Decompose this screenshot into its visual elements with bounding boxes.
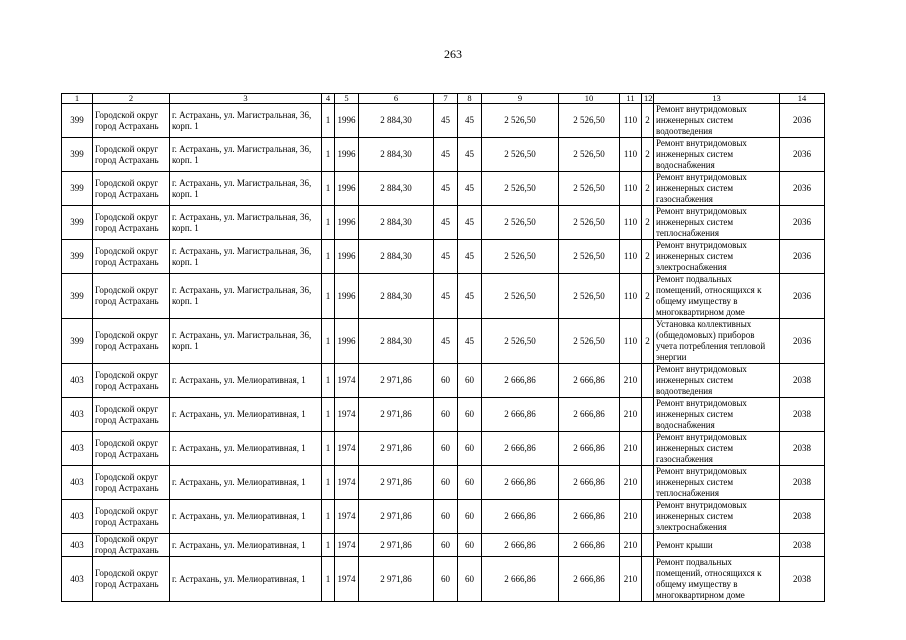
table-cell: 1974 bbox=[335, 534, 359, 557]
table-cell: Ремонт подвальных помещений, относящихся к общему имуществу в многоквартирном доме bbox=[654, 274, 780, 319]
table-cell: 2 971,86 bbox=[359, 364, 434, 398]
table-row bbox=[62, 500, 825, 534]
table-cell: 210 bbox=[620, 534, 642, 557]
table-cell: Ремонт внутридомовых инженерных систем водоснабжения bbox=[654, 138, 780, 172]
table-cell: Городской округ город Астрахань bbox=[93, 557, 170, 602]
table-cell: г. Астрахань, ул. Магистральная, 36, корп. 1 bbox=[170, 172, 322, 206]
table-cell: 2 526,50 bbox=[482, 206, 559, 240]
table-cell: 60 bbox=[458, 500, 482, 534]
table-cell: 1 bbox=[322, 319, 335, 364]
table-cell: г. Астрахань, ул. Мелиоративная, 1 bbox=[170, 557, 322, 602]
table-cell: Городской округ город Астрахань bbox=[93, 138, 170, 172]
table-cell: 2 526,50 bbox=[482, 104, 559, 138]
table-cell: 2036 bbox=[780, 138, 825, 172]
table-cell: 110 bbox=[620, 274, 642, 319]
table-cell bbox=[642, 466, 654, 500]
table-cell bbox=[642, 364, 654, 398]
table-cell: 1 bbox=[322, 364, 335, 398]
table-cell: 2 526,50 bbox=[482, 319, 559, 364]
table-row bbox=[62, 432, 825, 466]
table-cell: 1996 bbox=[335, 138, 359, 172]
table-cell: 2 526,50 bbox=[482, 274, 559, 319]
table-cell: 210 bbox=[620, 432, 642, 466]
table-cell: 1996 bbox=[335, 240, 359, 274]
table-cell: 1 bbox=[322, 534, 335, 557]
table-cell bbox=[642, 534, 654, 557]
table-cell: 399 bbox=[62, 104, 93, 138]
column-header: 5 bbox=[335, 94, 359, 104]
table-cell: 403 bbox=[62, 557, 93, 602]
table-cell: 45 bbox=[458, 274, 482, 319]
table-cell: Городской округ город Астрахань bbox=[93, 172, 170, 206]
table-cell: 2 526,50 bbox=[559, 274, 620, 319]
table-cell: 2 666,86 bbox=[559, 500, 620, 534]
table-cell: 2 971,86 bbox=[359, 500, 434, 534]
table-cell: Городской округ город Астрахань bbox=[93, 104, 170, 138]
table-cell: 60 bbox=[458, 432, 482, 466]
table-cell: 2036 bbox=[780, 274, 825, 319]
table-cell: 2038 bbox=[780, 500, 825, 534]
table-cell: 2 bbox=[642, 138, 654, 172]
table-cell: 1 bbox=[322, 172, 335, 206]
table-row bbox=[62, 274, 825, 319]
table-cell: Ремонт внутридомовых инженерных систем водоснабжения bbox=[654, 398, 780, 432]
table-cell: г. Астрахань, ул. Магистральная, 36, корп. 1 bbox=[170, 104, 322, 138]
table-row bbox=[62, 104, 825, 138]
column-header: 4 bbox=[322, 94, 335, 104]
table-cell: 210 bbox=[620, 557, 642, 602]
column-header: 7 bbox=[434, 94, 458, 104]
table-cell: г. Астрахань, ул. Мелиоративная, 1 bbox=[170, 466, 322, 500]
table-cell: 2036 bbox=[780, 172, 825, 206]
table-cell: 45 bbox=[434, 319, 458, 364]
table-cell: 1 bbox=[322, 398, 335, 432]
header-row bbox=[62, 94, 825, 104]
column-header: 13 bbox=[654, 94, 780, 104]
column-header: 12 bbox=[642, 94, 654, 104]
table-cell: г. Астрахань, ул. Магистральная, 36, корп. 1 bbox=[170, 240, 322, 274]
table-cell: Городской округ город Астрахань bbox=[93, 534, 170, 557]
table-cell: 1 bbox=[322, 500, 335, 534]
column-header: 1 bbox=[62, 94, 93, 104]
table-cell: Ремонт внутридомовых инженерных систем теплоснабжения bbox=[654, 206, 780, 240]
table-cell: 45 bbox=[434, 104, 458, 138]
data-table bbox=[61, 93, 825, 602]
table-cell: 45 bbox=[434, 240, 458, 274]
table-cell: 60 bbox=[434, 466, 458, 500]
table-cell: 403 bbox=[62, 500, 93, 534]
table-cell: 2 bbox=[642, 104, 654, 138]
table-cell: 2 884,30 bbox=[359, 138, 434, 172]
table-cell: 60 bbox=[434, 364, 458, 398]
table-cell: 1974 bbox=[335, 364, 359, 398]
table-cell: 60 bbox=[434, 557, 458, 602]
table-cell: 2038 bbox=[780, 432, 825, 466]
table-cell: г. Астрахань, ул. Мелиоративная, 1 bbox=[170, 364, 322, 398]
table-cell: г. Астрахань, ул. Магистральная, 36, корп. 1 bbox=[170, 274, 322, 319]
table-cell: Ремонт крыши bbox=[654, 534, 780, 557]
table-cell: 210 bbox=[620, 364, 642, 398]
table-cell: 399 bbox=[62, 319, 93, 364]
table-cell: Городской округ город Астрахань bbox=[93, 319, 170, 364]
table-cell: 2036 bbox=[780, 104, 825, 138]
table-cell: г. Астрахань, ул. Магистральная, 36, корп. 1 bbox=[170, 206, 322, 240]
table-cell: 1996 bbox=[335, 206, 359, 240]
table-cell: Городской округ город Астрахань bbox=[93, 240, 170, 274]
table-cell: 403 bbox=[62, 398, 93, 432]
table-cell: 210 bbox=[620, 398, 642, 432]
table-cell: г. Астрахань, ул. Мелиоративная, 1 bbox=[170, 500, 322, 534]
table-cell: 1996 bbox=[335, 274, 359, 319]
table-cell: Ремонт подвальных помещений, относящихся к общему имуществу в многоквартирном доме bbox=[654, 557, 780, 602]
table-cell: 60 bbox=[434, 432, 458, 466]
table-cell: 110 bbox=[620, 240, 642, 274]
table-cell: 1 bbox=[322, 274, 335, 319]
table-cell: 2 526,50 bbox=[559, 319, 620, 364]
table-cell: 2 666,86 bbox=[559, 466, 620, 500]
table-cell: 2 971,86 bbox=[359, 534, 434, 557]
table-cell: г. Астрахань, ул. Магистральная, 36, корп. 1 bbox=[170, 319, 322, 364]
table-cell: 1974 bbox=[335, 466, 359, 500]
table-cell bbox=[642, 432, 654, 466]
table-cell: 2 884,30 bbox=[359, 206, 434, 240]
table-cell: 110 bbox=[620, 206, 642, 240]
table-cell: 2 666,86 bbox=[482, 557, 559, 602]
column-header: 11 bbox=[620, 94, 642, 104]
table-cell: 2 526,50 bbox=[482, 138, 559, 172]
table-cell: 2038 bbox=[780, 398, 825, 432]
table-cell: 45 bbox=[458, 172, 482, 206]
table-cell: 2 666,86 bbox=[482, 466, 559, 500]
table-cell: 45 bbox=[458, 240, 482, 274]
table-cell: 2038 bbox=[780, 534, 825, 557]
table-cell: 1 bbox=[322, 557, 335, 602]
table-row bbox=[62, 206, 825, 240]
table-cell: Установка коллективных (общедомовых) приборов учета потребления тепловой энергии bbox=[654, 319, 780, 364]
table-cell: г. Астрахань, ул. Мелиоративная, 1 bbox=[170, 398, 322, 432]
table-cell: 2036 bbox=[780, 240, 825, 274]
table-row bbox=[62, 398, 825, 432]
table-cell: 2 884,30 bbox=[359, 172, 434, 206]
table-cell: 1996 bbox=[335, 172, 359, 206]
table-cell: 403 bbox=[62, 364, 93, 398]
table-row bbox=[62, 240, 825, 274]
table-cell: 2 666,86 bbox=[482, 432, 559, 466]
column-header: 14 bbox=[780, 94, 825, 104]
table-cell: 403 bbox=[62, 534, 93, 557]
table-cell: 60 bbox=[458, 364, 482, 398]
table-cell: 60 bbox=[434, 398, 458, 432]
table-cell: 403 bbox=[62, 466, 93, 500]
page-number: 263 bbox=[444, 47, 462, 61]
table-cell: 1974 bbox=[335, 500, 359, 534]
table-cell: 45 bbox=[458, 319, 482, 364]
table-cell: 2 bbox=[642, 319, 654, 364]
table-cell: 60 bbox=[458, 466, 482, 500]
table-cell: 2038 bbox=[780, 557, 825, 602]
table-cell: 1 bbox=[322, 138, 335, 172]
table-cell: 2 884,30 bbox=[359, 319, 434, 364]
table-row bbox=[62, 364, 825, 398]
table-cell: 2 666,86 bbox=[559, 364, 620, 398]
table-cell: 60 bbox=[458, 534, 482, 557]
table-cell: 1 bbox=[322, 466, 335, 500]
table-cell: 60 bbox=[458, 398, 482, 432]
table-cell bbox=[642, 557, 654, 602]
table-cell: Городской округ город Астрахань bbox=[93, 364, 170, 398]
column-header: 10 bbox=[559, 94, 620, 104]
table-cell: 2038 bbox=[780, 364, 825, 398]
table-cell: 2 971,86 bbox=[359, 398, 434, 432]
column-header: 8 bbox=[458, 94, 482, 104]
table-cell: 2 bbox=[642, 206, 654, 240]
table-cell: 45 bbox=[434, 206, 458, 240]
table-cell: 110 bbox=[620, 138, 642, 172]
table-cell: 45 bbox=[458, 104, 482, 138]
table-cell: 45 bbox=[458, 138, 482, 172]
table-row bbox=[62, 466, 825, 500]
table-cell: Городской округ город Астрахань bbox=[93, 274, 170, 319]
table-cell: 399 bbox=[62, 274, 93, 319]
table-cell: 2 526,50 bbox=[559, 138, 620, 172]
table-cell: 2 666,86 bbox=[482, 364, 559, 398]
table-cell: 45 bbox=[458, 206, 482, 240]
table-cell: 2 666,86 bbox=[559, 432, 620, 466]
column-header: 9 bbox=[482, 94, 559, 104]
table-cell: 1 bbox=[322, 240, 335, 274]
table-cell: 110 bbox=[620, 104, 642, 138]
table-cell: Ремонт внутридомовых инженерных систем водоотведения bbox=[654, 364, 780, 398]
table-cell: Ремонт внутридомовых инженерных систем теплоснабжения bbox=[654, 466, 780, 500]
table-cell: 2 666,86 bbox=[482, 534, 559, 557]
table-cell: 2 971,86 bbox=[359, 557, 434, 602]
table-cell: 1974 bbox=[335, 432, 359, 466]
table-cell: 2 884,30 bbox=[359, 240, 434, 274]
table-cell: Городской округ город Астрахань bbox=[93, 466, 170, 500]
table-cell: Городской округ город Астрахань bbox=[93, 500, 170, 534]
table-cell: 2 666,86 bbox=[482, 398, 559, 432]
table-cell: Ремонт внутридомовых инженерных систем газоснабжения bbox=[654, 172, 780, 206]
table-row bbox=[62, 138, 825, 172]
table-row bbox=[62, 319, 825, 364]
table-cell: 1 bbox=[322, 432, 335, 466]
table-cell: 60 bbox=[434, 534, 458, 557]
table-cell: 2 bbox=[642, 172, 654, 206]
table-cell: 2 666,86 bbox=[559, 557, 620, 602]
table-cell: 2 526,50 bbox=[482, 240, 559, 274]
table-cell: 399 bbox=[62, 138, 93, 172]
table-cell: 2 526,50 bbox=[559, 172, 620, 206]
table-cell: Городской округ город Астрахань bbox=[93, 206, 170, 240]
table-cell: 403 bbox=[62, 432, 93, 466]
table-cell: 2 526,50 bbox=[482, 172, 559, 206]
table-cell: 45 bbox=[434, 172, 458, 206]
table-row bbox=[62, 534, 825, 557]
column-header: 6 bbox=[359, 94, 434, 104]
table-cell: 2 666,86 bbox=[559, 534, 620, 557]
table-cell: 2 666,86 bbox=[559, 398, 620, 432]
table-cell: 2 884,30 bbox=[359, 104, 434, 138]
table-cell: Городской округ город Астрахань bbox=[93, 432, 170, 466]
table-cell: 1 bbox=[322, 104, 335, 138]
table-cell: 399 bbox=[62, 206, 93, 240]
table-cell: Ремонт внутридомовых инженерных систем электроснабжения bbox=[654, 240, 780, 274]
table-cell: 2 666,86 bbox=[482, 500, 559, 534]
table-cell: 210 bbox=[620, 466, 642, 500]
table-cell: 1996 bbox=[335, 104, 359, 138]
table-cell: г. Астрахань, ул. Мелиоративная, 1 bbox=[170, 534, 322, 557]
table-cell: Ремонт внутридомовых инженерных систем электроснабжения bbox=[654, 500, 780, 534]
table-cell: 399 bbox=[62, 172, 93, 206]
table-cell: 110 bbox=[620, 172, 642, 206]
table-cell: 2 526,50 bbox=[559, 240, 620, 274]
table-cell: 45 bbox=[434, 274, 458, 319]
table-cell: г. Астрахань, ул. Магистральная, 36, корп. 1 bbox=[170, 138, 322, 172]
table-cell: 1996 bbox=[335, 319, 359, 364]
table-cell: 110 bbox=[620, 319, 642, 364]
table-cell bbox=[642, 398, 654, 432]
table-cell: 1974 bbox=[335, 398, 359, 432]
table-cell: Ремонт внутридомовых инженерных систем водоотведения bbox=[654, 104, 780, 138]
table-cell: 45 bbox=[434, 138, 458, 172]
table-cell: 2036 bbox=[780, 319, 825, 364]
table-cell: 2038 bbox=[780, 466, 825, 500]
table-cell: 2 526,50 bbox=[559, 104, 620, 138]
table-cell: 2 971,86 bbox=[359, 466, 434, 500]
table-cell: г. Астрахань, ул. Мелиоративная, 1 bbox=[170, 432, 322, 466]
column-header: 3 bbox=[170, 94, 322, 104]
table-cell: 2 bbox=[642, 240, 654, 274]
table-cell: 1 bbox=[322, 206, 335, 240]
table-row bbox=[62, 557, 825, 602]
table-cell: 60 bbox=[458, 557, 482, 602]
table-cell bbox=[642, 500, 654, 534]
table-cell: 2 526,50 bbox=[559, 206, 620, 240]
table-cell: 210 bbox=[620, 500, 642, 534]
table-cell: 1974 bbox=[335, 557, 359, 602]
table-cell: 2 bbox=[642, 274, 654, 319]
table-row bbox=[62, 172, 825, 206]
column-header: 2 bbox=[93, 94, 170, 104]
table-cell: 2036 bbox=[780, 206, 825, 240]
table-cell: Ремонт внутридомовых инженерных систем газоснабжения bbox=[654, 432, 780, 466]
table-cell: 399 bbox=[62, 240, 93, 274]
table-cell: Городской округ город Астрахань bbox=[93, 398, 170, 432]
table-cell: 2 884,30 bbox=[359, 274, 434, 319]
table-cell: 2 971,86 bbox=[359, 432, 434, 466]
table-cell: 60 bbox=[434, 500, 458, 534]
